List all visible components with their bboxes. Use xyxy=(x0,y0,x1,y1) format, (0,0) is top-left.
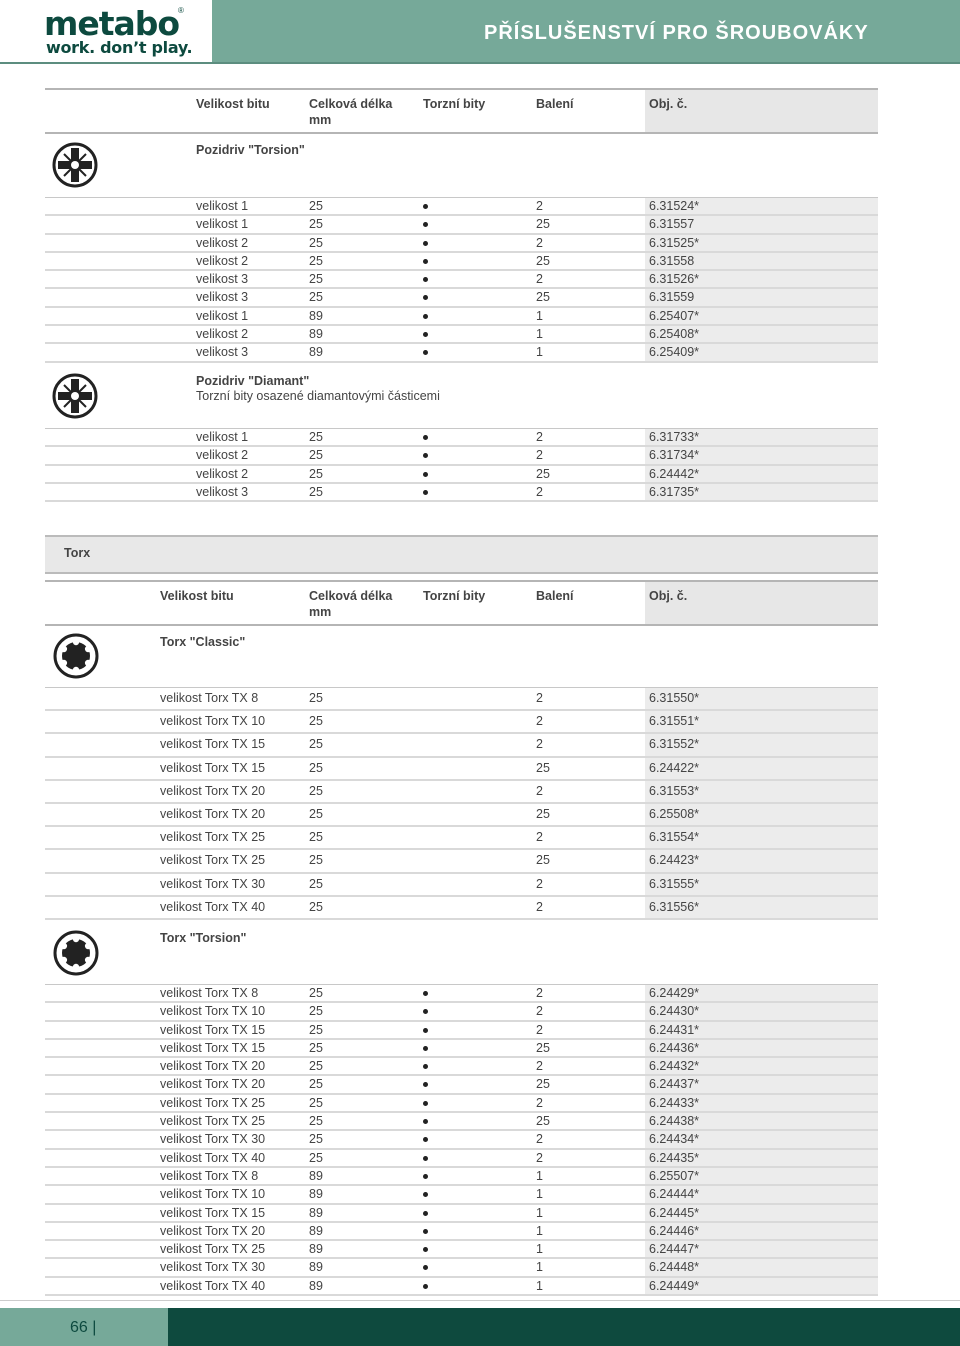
order-cell: 6.24438* xyxy=(649,1114,700,1129)
order-cell: 6.24434* xyxy=(649,1132,700,1147)
footer-divider xyxy=(0,1300,960,1301)
order-cell: 6.31733* xyxy=(649,430,700,444)
size-cell: velikost 2 xyxy=(196,327,249,342)
table-row xyxy=(45,781,878,804)
size-cell: velikost Torx TX 20 xyxy=(160,806,266,821)
size-cell: velikost 1 xyxy=(196,217,249,232)
table-row xyxy=(45,804,878,827)
col-pack-header: Balení xyxy=(536,97,574,111)
col-torsion-header: Torzní bity xyxy=(423,97,486,111)
pack-cell: 1 xyxy=(536,345,543,360)
order-cell: 6.24449* xyxy=(649,1278,700,1293)
pack-cell: 25 xyxy=(536,1077,550,1092)
pack-cell: 2 xyxy=(536,899,543,914)
length-cell: 25 xyxy=(309,691,323,705)
torx-icon xyxy=(53,930,99,976)
size-cell: velikost Torx TX 15 xyxy=(160,760,266,775)
length-cell: 89 xyxy=(309,1242,323,1257)
length-cell: 25 xyxy=(309,1004,323,1019)
size-cell: velikost Torx TX 8 xyxy=(160,691,259,705)
length-cell: 25 xyxy=(309,783,323,798)
pack-cell: 25 xyxy=(536,253,550,268)
table-torx-classic xyxy=(45,687,878,920)
table-header xyxy=(45,88,878,134)
torsion-bullet xyxy=(423,314,428,319)
torsion-bullet xyxy=(423,435,428,440)
col-length-header: Celková délka mm xyxy=(309,97,393,127)
length-cell: 89 xyxy=(309,1223,323,1238)
table-header xyxy=(45,580,878,626)
table-row xyxy=(45,758,878,781)
length-cell: 25 xyxy=(309,272,323,287)
pack-cell: 1 xyxy=(536,1205,543,1220)
section-title-pozidriv-diamant: Pozidriv "Diamant" xyxy=(196,374,310,388)
length-cell: 25 xyxy=(309,217,323,232)
size-cell: velikost Torx TX 25 xyxy=(160,1242,266,1257)
order-cell: 6.24430* xyxy=(649,1004,700,1019)
size-cell: velikost Torx TX 25 xyxy=(160,1095,266,1110)
size-cell: velikost Torx TX 10 xyxy=(160,1004,266,1019)
order-cell: 6.24444* xyxy=(649,1187,700,1202)
pack-cell: 2 xyxy=(536,1004,543,1019)
pack-cell: 25 xyxy=(536,290,550,305)
torsion-bullet xyxy=(423,1284,428,1289)
table-row xyxy=(45,1278,878,1296)
table-row xyxy=(45,1186,878,1204)
table-row xyxy=(45,344,878,362)
order-cell: 6.31555* xyxy=(649,876,700,891)
order-cell: 6.31552* xyxy=(649,737,700,752)
table-row xyxy=(45,289,878,307)
table-row xyxy=(45,734,878,757)
pack-cell: 2 xyxy=(536,783,543,798)
col-order-header: Obj. č. xyxy=(649,97,688,111)
length-cell: 25 xyxy=(309,199,323,213)
size-cell: velikost Torx TX 15 xyxy=(160,1205,266,1220)
length-cell: 25 xyxy=(309,737,323,752)
torsion-bullet xyxy=(423,1028,428,1033)
col-pack-header: Balení xyxy=(536,589,574,603)
pack-cell: 1 xyxy=(536,308,543,323)
table-row xyxy=(45,1241,878,1259)
order-cell: 6.31550* xyxy=(649,691,700,705)
length-cell: 25 xyxy=(309,853,323,868)
order-cell: 6.24422* xyxy=(649,760,700,775)
pack-cell: 2 xyxy=(536,1022,543,1037)
pack-cell: 2 xyxy=(536,272,543,287)
torsion-bullet xyxy=(423,1101,428,1106)
size-cell: velikost Torx TX 25 xyxy=(160,1114,266,1129)
table-row xyxy=(45,253,878,271)
size-cell: velikost Torx TX 25 xyxy=(160,853,266,868)
torsion-bullet xyxy=(423,1082,428,1087)
length-cell: 25 xyxy=(309,448,323,463)
pack-cell: 1 xyxy=(536,1260,543,1275)
size-cell: velikost 2 xyxy=(196,235,249,250)
size-cell: velikost Torx TX 30 xyxy=(160,1132,266,1147)
pack-cell: 25 xyxy=(536,760,550,775)
pack-cell: 25 xyxy=(536,217,550,232)
length-cell: 89 xyxy=(309,327,323,342)
torsion-bullet xyxy=(423,1247,428,1252)
length-cell: 25 xyxy=(309,899,323,914)
pack-cell: 2 xyxy=(536,1059,543,1074)
order-cell: 6.24429* xyxy=(649,986,700,1000)
order-cell: 6.24436* xyxy=(649,1040,700,1055)
col-torsion-header: Torzní bity xyxy=(423,589,486,603)
size-cell: velikost 3 xyxy=(196,484,249,499)
size-cell: velikost 2 xyxy=(196,253,249,268)
category-band-label: Torx xyxy=(64,546,91,560)
length-cell: 25 xyxy=(309,760,323,775)
length-cell: 25 xyxy=(309,806,323,821)
torsion-bullet xyxy=(423,259,428,264)
length-cell: 89 xyxy=(309,308,323,323)
order-cell: 6.31557 xyxy=(649,217,695,232)
pack-cell: 2 xyxy=(536,830,543,845)
order-cell: 6.24442* xyxy=(649,466,700,481)
order-cell: 6.24423* xyxy=(649,853,700,868)
order-cell: 6.31526* xyxy=(649,272,700,287)
table-row xyxy=(45,711,878,734)
length-cell: 25 xyxy=(309,235,323,250)
torsion-bullet xyxy=(423,1009,428,1014)
size-cell: velikost Torx TX 25 xyxy=(160,830,266,845)
size-cell: velikost Torx TX 30 xyxy=(160,876,266,891)
table-pozidriv-torsion xyxy=(45,197,878,363)
length-cell: 25 xyxy=(309,714,323,729)
order-cell: 6.31558 xyxy=(649,253,695,268)
order-cell: 6.25409* xyxy=(649,345,700,360)
pack-cell: 25 xyxy=(536,1040,550,1055)
table-row xyxy=(45,1150,878,1168)
length-cell: 89 xyxy=(309,1187,323,1202)
order-cell: 6.24446* xyxy=(649,1223,700,1238)
torsion-bullet xyxy=(423,1064,428,1069)
length-cell: 25 xyxy=(309,1040,323,1055)
length-cell: 89 xyxy=(309,1205,323,1220)
registered-mark: ® xyxy=(178,6,184,15)
order-cell: 6.31525* xyxy=(649,235,700,250)
length-cell: 25 xyxy=(309,830,323,845)
size-cell: velikost Torx TX 40 xyxy=(160,1278,266,1293)
length-cell: 89 xyxy=(309,345,323,360)
pack-cell: 2 xyxy=(536,1132,543,1147)
pack-cell: 1 xyxy=(536,1223,543,1238)
length-cell: 25 xyxy=(309,466,323,481)
pack-cell: 2 xyxy=(536,484,543,499)
pack-cell: 2 xyxy=(536,199,543,213)
length-cell: 89 xyxy=(309,1278,323,1293)
size-cell: velikost Torx TX 20 xyxy=(160,1059,266,1074)
torx-icon xyxy=(53,633,99,679)
size-cell: velikost Torx TX 40 xyxy=(160,1150,266,1165)
torsion-bullet xyxy=(423,1137,428,1142)
order-cell: 6.24431* xyxy=(649,1022,700,1037)
length-cell: 89 xyxy=(309,1260,323,1275)
size-cell: velikost 1 xyxy=(196,430,249,444)
pack-cell: 2 xyxy=(536,430,543,444)
size-cell: velikost 2 xyxy=(196,466,249,481)
pack-cell: 2 xyxy=(536,986,543,1000)
length-cell: 25 xyxy=(309,1114,323,1129)
size-cell: velikost Torx TX 20 xyxy=(160,1223,266,1238)
header-divider xyxy=(0,62,960,64)
order-cell: 6.24447* xyxy=(649,1242,700,1257)
torsion-bullet xyxy=(423,350,428,355)
table-row xyxy=(45,1040,878,1058)
table-row xyxy=(45,271,878,289)
length-cell: 25 xyxy=(309,1132,323,1147)
pack-cell: 2 xyxy=(536,691,543,705)
page-number: 66 | xyxy=(70,1319,97,1336)
length-cell: 25 xyxy=(309,290,323,305)
pack-cell: 2 xyxy=(536,448,543,463)
torsion-bullet xyxy=(423,472,428,477)
torsion-bullet xyxy=(423,1229,428,1234)
torsion-bullet xyxy=(423,1211,428,1216)
torsion-bullet xyxy=(423,453,428,458)
pack-cell: 1 xyxy=(536,1278,543,1293)
torsion-bullet xyxy=(423,222,428,227)
table-row xyxy=(45,897,878,920)
table-row xyxy=(45,1076,878,1094)
section-title-pozidriv-torsion: Pozidriv "Torsion" xyxy=(196,143,305,157)
pack-cell: 2 xyxy=(536,737,543,752)
pack-cell: 1 xyxy=(536,1242,543,1257)
table-row xyxy=(45,688,878,711)
table-row xyxy=(45,484,878,502)
table-row xyxy=(45,466,878,484)
pack-cell: 1 xyxy=(536,327,543,342)
order-cell: 6.31735* xyxy=(649,484,700,499)
size-cell: velikost Torx TX 30 xyxy=(160,1260,266,1275)
size-cell: velikost 3 xyxy=(196,345,249,360)
table-row xyxy=(45,216,878,234)
table-row xyxy=(45,1205,878,1223)
torsion-bullet xyxy=(423,991,428,996)
torsion-bullet xyxy=(423,241,428,246)
col-size-header: Velikost bitu xyxy=(160,589,234,603)
size-cell: velikost Torx TX 10 xyxy=(160,1187,266,1202)
table-row xyxy=(45,1259,878,1277)
size-cell: velikost Torx TX 10 xyxy=(160,714,266,729)
table-row xyxy=(45,1058,878,1076)
order-cell: 6.25508* xyxy=(649,806,700,821)
pack-cell: 2 xyxy=(536,876,543,891)
pack-cell: 25 xyxy=(536,466,550,481)
table-row xyxy=(45,874,878,897)
order-cell: 6.31554* xyxy=(649,830,700,845)
order-cell: 6.24435* xyxy=(649,1150,700,1165)
length-cell: 25 xyxy=(309,1059,323,1074)
length-cell: 25 xyxy=(309,1150,323,1165)
order-cell: 6.31734* xyxy=(649,448,700,463)
table-row xyxy=(45,1113,878,1131)
torsion-bullet xyxy=(423,1046,428,1051)
length-cell: 25 xyxy=(309,876,323,891)
table-row xyxy=(45,326,878,344)
brand-logo-text: metabo xyxy=(44,4,180,43)
size-cell: velikost Torx TX 20 xyxy=(160,783,266,798)
table-pozidriv-diamant xyxy=(45,428,878,502)
table-row xyxy=(45,985,878,1003)
order-cell: 6.25407* xyxy=(649,308,700,323)
brand-tagline: work. don’t play. xyxy=(46,38,193,57)
size-cell: velikost Torx TX 40 xyxy=(160,899,266,914)
pack-cell: 2 xyxy=(536,1095,543,1110)
torsion-bullet xyxy=(423,295,428,300)
section-title-torx-classic: Torx "Classic" xyxy=(160,635,246,649)
table-row xyxy=(45,308,878,326)
order-cell: 6.31551* xyxy=(649,714,700,729)
order-cell: 6.24432* xyxy=(649,1059,700,1074)
table-row xyxy=(45,235,878,253)
size-cell: velikost Torx TX 15 xyxy=(160,737,266,752)
torsion-bullet xyxy=(423,1174,428,1179)
pack-cell: 2 xyxy=(536,714,543,729)
table-row xyxy=(45,850,878,873)
table-row xyxy=(45,198,878,216)
pack-cell: 1 xyxy=(536,1187,543,1202)
torsion-bullet xyxy=(423,1156,428,1161)
order-cell: 6.24448* xyxy=(649,1260,700,1275)
size-cell: velikost 3 xyxy=(196,272,249,287)
col-order-header: Obj. č. xyxy=(649,589,688,603)
table-row xyxy=(45,1168,878,1186)
order-cell: 6.31556* xyxy=(649,899,700,914)
table-row xyxy=(45,1131,878,1149)
torsion-bullet xyxy=(423,1192,428,1197)
table-row xyxy=(45,827,878,850)
order-cell: 6.25408* xyxy=(649,327,700,342)
pack-cell: 25 xyxy=(536,853,550,868)
order-cell: 6.25507* xyxy=(649,1168,700,1183)
pack-cell: 2 xyxy=(536,1150,543,1165)
length-cell: 25 xyxy=(309,1022,323,1037)
table-row xyxy=(45,429,878,447)
order-cell: 6.24433* xyxy=(649,1095,700,1110)
order-cell: 6.24445* xyxy=(649,1205,700,1220)
table-row xyxy=(45,1223,878,1241)
torsion-bullet xyxy=(423,332,428,337)
size-cell: velikost 3 xyxy=(196,290,249,305)
order-cell: 6.31553* xyxy=(649,783,700,798)
pack-cell: 2 xyxy=(536,235,543,250)
col-size-header: Velikost bitu xyxy=(196,97,270,111)
length-cell: 25 xyxy=(309,484,323,499)
torsion-bullet xyxy=(423,490,428,495)
order-cell: 6.31524* xyxy=(649,199,700,213)
pack-cell: 25 xyxy=(536,1114,550,1129)
length-cell: 25 xyxy=(309,1095,323,1110)
torsion-bullet xyxy=(423,1265,428,1270)
length-cell: 89 xyxy=(309,1168,323,1183)
pack-cell: 25 xyxy=(536,806,550,821)
page-title: PŘÍSLUŠENSTVÍ PRO ŠROUBOVÁKY xyxy=(484,22,869,44)
size-cell: velikost Torx TX 15 xyxy=(160,1040,266,1055)
torsion-bullet xyxy=(423,204,428,209)
table-row xyxy=(45,1022,878,1040)
size-cell: velikost 1 xyxy=(196,199,249,213)
size-cell: velikost Torx TX 8 xyxy=(160,1168,259,1183)
length-cell: 25 xyxy=(309,986,323,1000)
table-row xyxy=(45,1095,878,1113)
pack-cell: 1 xyxy=(536,1168,543,1183)
size-cell: velikost Torx TX 15 xyxy=(160,1022,266,1037)
pozidriv-icon xyxy=(52,373,98,419)
order-cell: 6.24437* xyxy=(649,1077,700,1092)
section-subtitle-pozidriv-diamant: Torzní bity osazené diamantovými částicemi xyxy=(196,389,440,403)
torsion-bullet xyxy=(423,1119,428,1124)
table-row xyxy=(45,447,878,465)
pozidriv-icon xyxy=(52,142,98,188)
size-cell: velikost Torx TX 20 xyxy=(160,1077,266,1092)
length-cell: 25 xyxy=(309,430,323,444)
size-cell: velikost 2 xyxy=(196,448,249,463)
torsion-bullet xyxy=(423,277,428,282)
col-length-header: Celková délka mm xyxy=(309,589,393,619)
order-cell: 6.31559 xyxy=(649,290,695,305)
table-torx-torsion xyxy=(45,984,878,1296)
section-title-torx-torsion: Torx "Torsion" xyxy=(160,931,247,945)
length-cell: 25 xyxy=(309,253,323,268)
size-cell: velikost Torx TX 8 xyxy=(160,986,259,1000)
table-row xyxy=(45,1003,878,1021)
length-cell: 25 xyxy=(309,1077,323,1092)
category-band xyxy=(45,535,878,574)
size-cell: velikost 1 xyxy=(196,308,249,323)
